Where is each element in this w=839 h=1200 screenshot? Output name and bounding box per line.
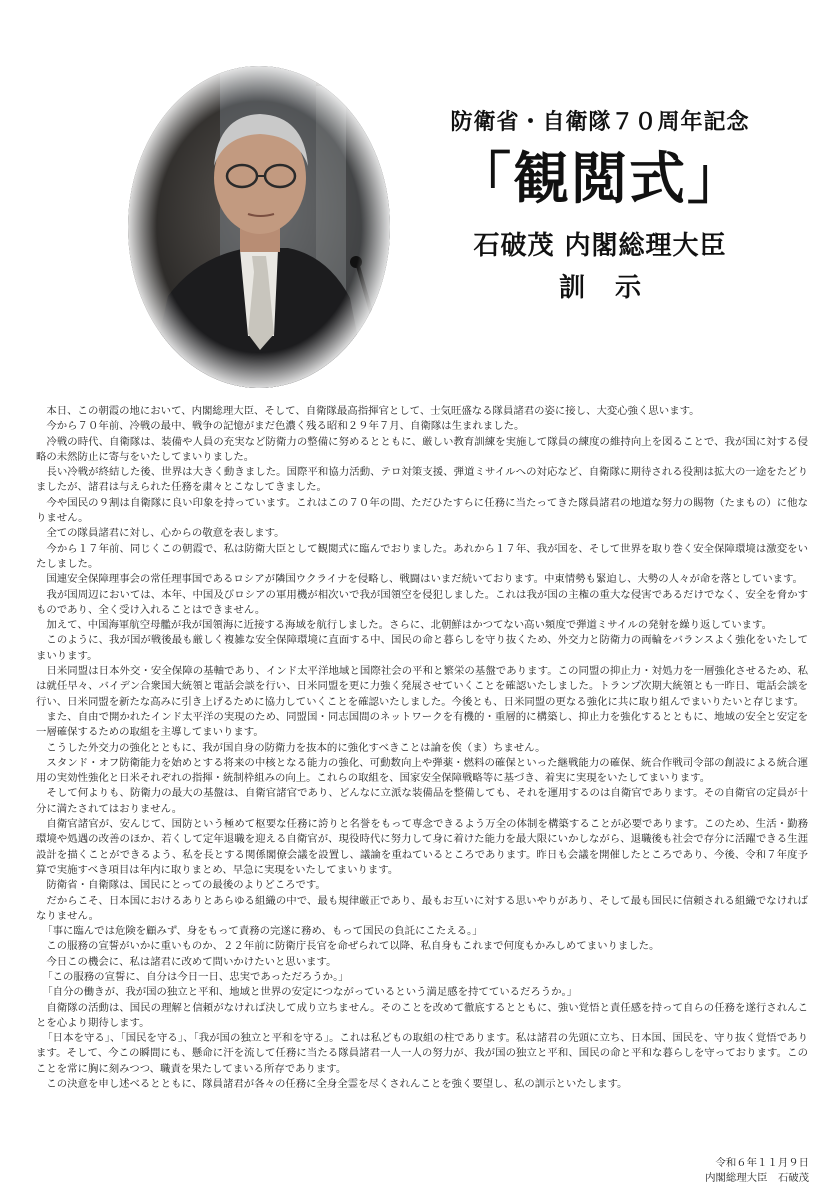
speech-paragraph: 長い冷戦が終結した後、世界は大きく動きました。国際平和協力活動、テロ対策支援、弾道ミサイルへの対応など、自衛隊に期待される役割は拡大の一途をたどりましたが、諸君は与えられた任務を粛々とこなしてきました。: [36, 466, 808, 494]
speech-paragraph: スタンド・オフ防衛能力を始めとする将来の中核となる能力の強化、可動数向上や弾薬・燃料の確保といった継戦能力の確保、統合作戦司令部の創設による統合運用の実効性強化と日米それぞれの指揮・統制枠組みの向上。これらの取組を、国家安全保障戦略等に基づき、着実に実現をいたしてまいります。: [36, 756, 808, 785]
speech-paragraph: 防衛省・自衛隊は、国民にとっての最後のよりどころです。: [46, 879, 326, 892]
signature-date: 令和６年１１月９日: [715, 1157, 809, 1169]
speech-paragraph: 国連安全保障理事会の常任理事国であるロシアが隣国ウクライナを侵略し、戦闘はいまだ続いております。中東情勢も緊迫し、大勢の人々が命を落としています。: [46, 573, 803, 586]
oath-quote: 「事に臨んでは危険を顧みず、身をもって責務の完遂に務め、もって国民の負託にこたえる。」: [42, 925, 483, 938]
signature-block: [705, 1156, 809, 1186]
speech-paragraph: 今日この機会に、私は諸君に改めて問いかけたいと思います。: [46, 955, 337, 968]
speech-paragraph: だからこそ、日本国におけるありとあらゆる組織の中で、最も規律厳正であり、最もお互いに対する思いやりがあり、そして最も国民に信頼される組織でなければなりません。: [36, 894, 808, 922]
question-quote: 「この服務の宣誓に、自分は今日一日、忠実であっただろうか。」: [42, 970, 349, 983]
speech-paragraph: この決意を申し述べるとともに、隊員諸君が各々の任務に全身全霊を尽くされんことを強く要望し、私の訓示といたします。: [46, 1078, 628, 1091]
question-quote: 「自分の働きが、我が国の独立と平和、地域と世界の安定につながっているという満足感を持てているだろうか。」: [42, 986, 578, 999]
speech-paragraph: 加えて、中国海軍航空母艦が我が国領海に近接する海域を航行しました。さらに、北朝鮮はかつてない高い頻度で弾道ミサイルの発射を繰り返しています。: [46, 619, 772, 632]
speech-paragraph: 全ての隊員諸君に対し、心からの敬意を表します。: [46, 527, 285, 540]
speech-paragraph: 今や国民の９割は自衛隊に良い印象を持っています。これはこの７０年の間、ただひたすらに任務に当たってきた隊員諸君の地道な努力の賜物（たまもの）に他なりません。: [36, 496, 808, 525]
speech-paragraph: また、自由で開かれたインド太平洋の実現のため、同盟国・同志国間のネットワークを有機的・重層的に構築し、抑止力を強化するとともに、地域の安全と安定を一層確保するための取組を主導してまいります。: [36, 710, 808, 739]
speech-paragraph: 今から７０年前、冷戦の最中、戦争の記憶がまだ色濃く残る昭和２９年７月、自衛隊は生まれました。: [46, 420, 525, 433]
document-header: [420, 108, 780, 304]
speech-paragraph: 自衛隊の活動は、国民の理解と信頼がなければ決して成り立ちません。そのことを改めて徹底するとともに、強い覚悟と責任感を持って自らの任務を遂行されんことを心より期待します。: [36, 1001, 808, 1029]
speech-paragraph: こうした外交力の強化とともに、我が国自身の防衛力を抜本的に強化すべきことは論を俟（ま）ちません。: [46, 741, 546, 754]
signature-name: 内閣総理大臣 石破茂: [705, 1172, 809, 1184]
speech-paragraph: 自衛官諸官が、安んじて、国防という極めて枢要な任務に誇りと名誉をもって専念できるよう万全の体制を構築することが必要であります。このため、生活・勤務環境や処遇の改善のほか、若くして定年退職を迎える自衛官が、現役時代に努力して身に着けた能力を最大限にいかしながら、退職後も社会で存分に活躍できる生涯設計を描くことができるよう、私を長とする関係閣僚会議を設置し、議論を重ねているところであります。昨日も会議を開催したところであり、今後、令和７年度予算で実施すべき項目は年内に取りまとめ、早急に実現をいたしてまいります。: [36, 818, 808, 876]
speech-paragraph: 今から１７年前、同じくこの朝霞で、私は防衛大臣として観閲式に臨んでおりました。あれから１７年、我が国を、そして世界を取り巻く安全保障環境は激変をいたしました。: [36, 542, 808, 570]
speaker-portrait-photo: [128, 66, 390, 388]
speech-paragraph: 我が国周辺においては、本年、中国及びロシアの軍用機が相次いで我が国領空を侵犯しました。これは我が国の主権の重大な侵害であるだけでなく、安全を脅かすものであり、全く受け入れることはできません。: [36, 588, 808, 616]
event-subtitle: 防衛省・自衛隊７０周年記念: [450, 109, 750, 135]
speech-type-label: 訓示: [558, 273, 671, 303]
speech-paragraph: 冷戦の時代、自衛隊は、装備や人員の充実など防衛力の整備に努めるとともに、厳しい教育訓練を実施して隊員の練度の維持向上を図ることで、我が国に対する侵略の未然防止に寄与をいたしてまいりました。: [36, 435, 808, 463]
event-title: 「観閲式」: [455, 146, 745, 212]
speech-body: [36, 404, 808, 1092]
speech-paragraph: 「日本を守る」、「国民を守る」、「我が国の独立と平和を守る」。これは私どもの取組の柱であります。私は諸君の先頭に立ち、日本国、国民を、守り抜く覚悟であります。そして、今この瞬間にも、懸命に汗を流して任務に当たる隊員諸君一人一人の努力が、我が国の独立と平和、国民の命と平和な暮らしを守っております。このことを常に胸に刻みつつ、職責を果たしてまいる所存であります。: [36, 1032, 808, 1075]
speech-paragraph: 本日、この朝霞の地において、内閣総理大臣、そして、自衛隊最高指揮官として、士気旺盛なる隊員諸君の姿に接し、大変心強く思います。: [46, 405, 700, 417]
speech-paragraph: 日米同盟は日本外交・安全保障の基軸であり、インド太平洋地域と国際社会の平和と繁栄の基盤であります。この同盟の抑止力・対処力を一層強化させるため、私は就任早々、バイデン合衆国大統領と電話会談を行い、日米同盟を更に力強く発展させていくことを確認いたしました。トランプ次期大統領とも一昨日、電話会談を行い、日米同盟を新たな高みに引き上げるために協力していくことを確認いたしました。今後とも、日米同盟の更なる強化に共に取り組んでまいりたいと存じます。: [36, 665, 808, 708]
speaker-name: 石破茂 内閣総理大臣: [473, 231, 727, 261]
speech-paragraph: そして何よりも、防衛力の最大の基盤は、自衛官諸官であり、どんなに立派な装備品を整備しても、それを運用するのは自衛官であります。その自衛官の定員が十分に満たされてはおりません。: [36, 787, 808, 815]
speech-paragraph: この服務の宣誓がいかに重いものか、２２年前に防衛庁長官を命ぜられて以降、私自身もこれまで何度もかみしめてまいりました。: [46, 940, 660, 953]
speech-paragraph: このように、我が国が戦後最も厳しく複雑な安全保障環境に直面する中、国民の命と暮らしを守り抜くため、外交力と防衛力の両輪をバランスよく強化をいたしてまいります。: [36, 634, 808, 662]
prime-minister-portrait-icon: [128, 66, 390, 388]
